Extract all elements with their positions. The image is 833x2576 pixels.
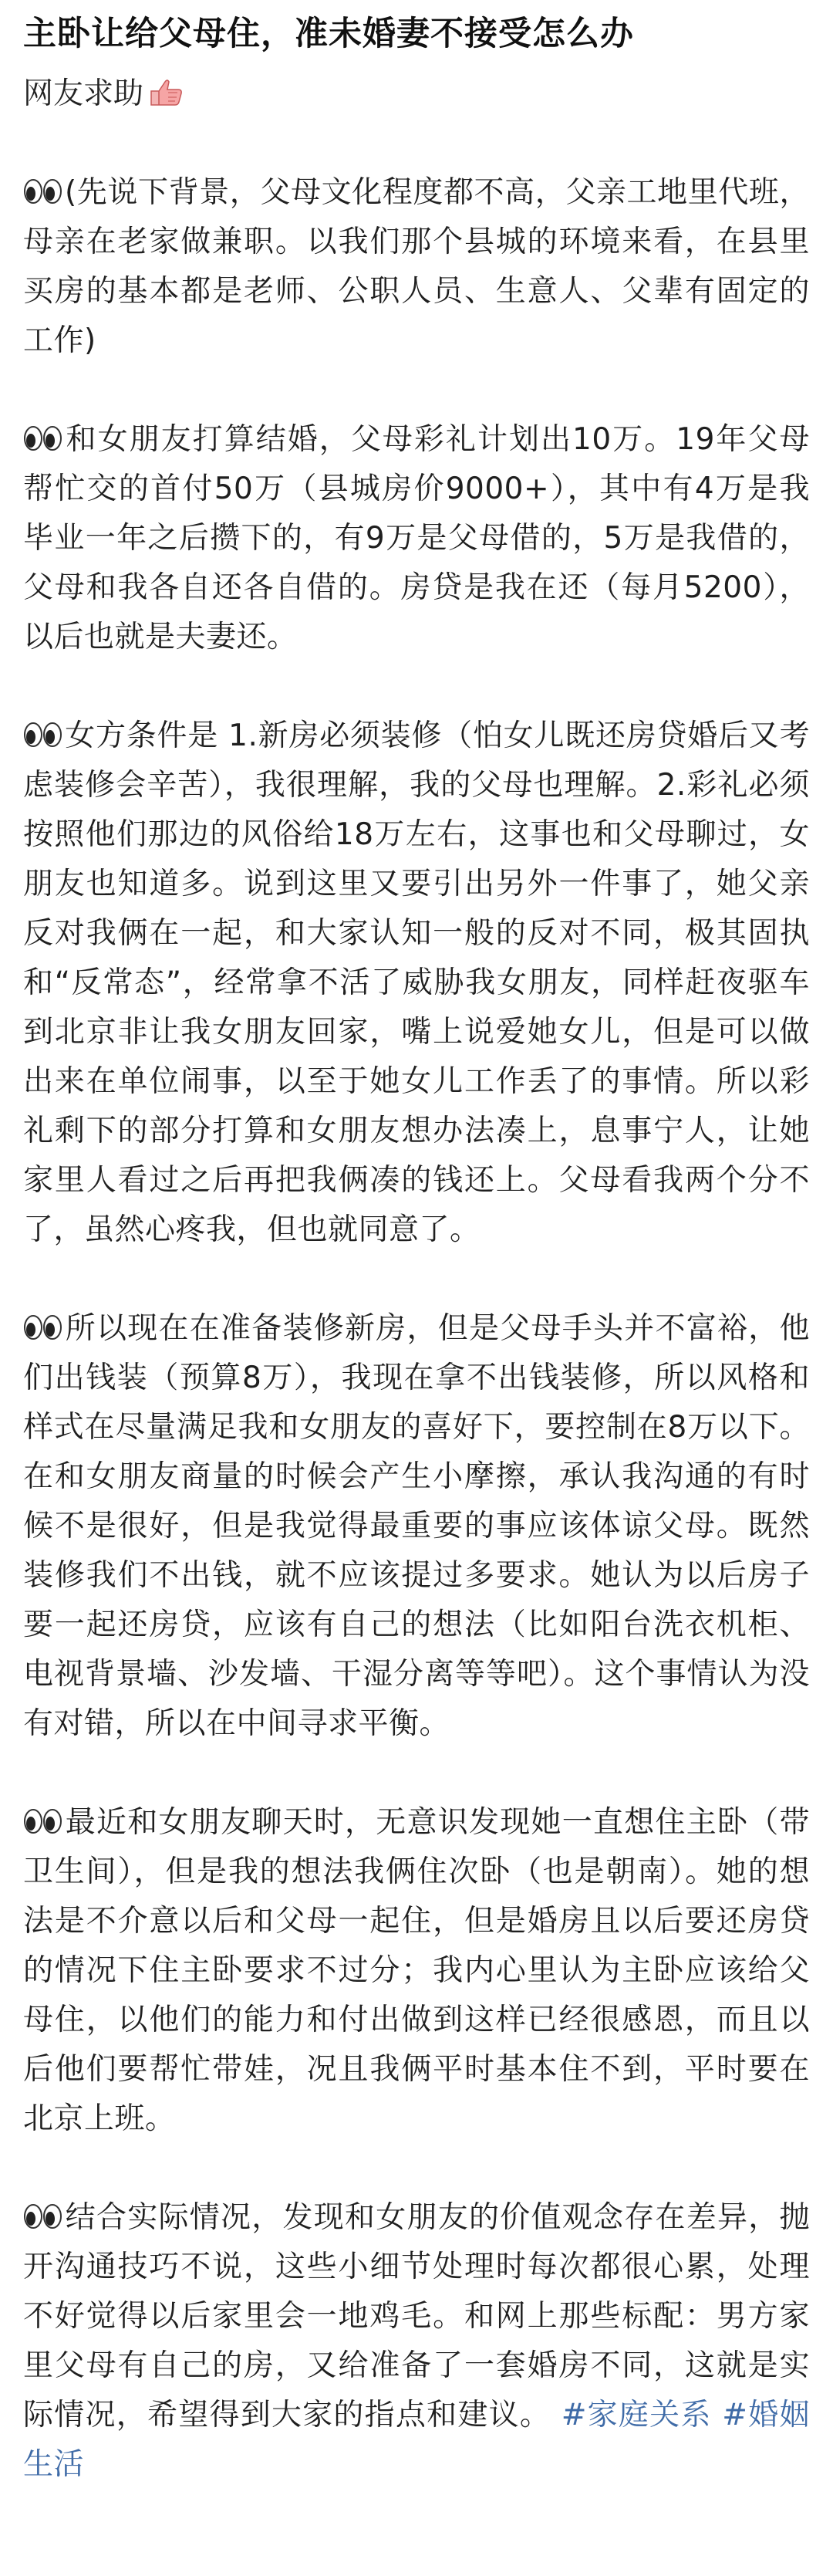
- paragraph-3: [23, 712, 810, 1255]
- eyes-icon: [23, 418, 63, 446]
- post-content: [23, 0, 810, 2490]
- eyes-icon: [23, 171, 63, 199]
- paragraph-4: [23, 1304, 810, 1749]
- eyes-icon: [23, 2196, 63, 2224]
- spacer: [23, 366, 810, 415]
- paragraph-5: [23, 1798, 810, 2144]
- paragraph-6: [23, 2193, 810, 2490]
- hashtag-family-relations[interactable]: #家庭关系: [561, 2398, 712, 2432]
- hashtag-marriage-life[interactable]: #婚姻生活: [23, 2398, 810, 2482]
- paragraph-2: [23, 415, 810, 662]
- thumbs-up-icon: [147, 74, 187, 105]
- paragraph-text: 女方条件是 1.新房必须装修（怕女儿既还房贷婚后又考虑装修会辛苦），我很理解，我的父母也理解。2.彩礼必须按照他们那边的风俗给18万左右，这事也和父母聊过，女朋友也知道多。说到这里又要引出另外一件事了，她父亲反对我俩在一起，和大家认知一般的反对不同，极其固执和“反常态”，经常拿不活了威胁我女朋友，同样赶夜驱车到北京非让我女朋友回家，嘴上说爱她女儿，但是可以做出来在单位闹事，以至于她女儿工作丢了的事情。所以彩礼剩下的部分打算和女朋友想办法凑上，息事宁人，让她家里人看过之后再把我俩凑的钱还上。父母看我两个分不了，虽然心疼我，但也就同意了。: [23, 718, 810, 1247]
- spacer: [23, 1749, 810, 1798]
- post-subtitle: [23, 69, 810, 119]
- spacer: [23, 1255, 810, 1304]
- post-title: 主卧让给父母住，准未婚妻不接受怎么办: [23, 15, 634, 53]
- paragraph-1: [23, 168, 810, 366]
- paragraph-text: 所以现在在准备装修新房，但是父母手头并不富裕，他们出钱装（预算8万），我现在拿不出钱装修，所以风格和样式在尽量满足我和女朋友的喜好下，要控制在8万以下。在和女朋友商量的时候会产生小摩擦，承认我沟通的有时候不是很好，但是我觉得最重要的事应该体谅父母。既然装修我们不出钱，就不应该提过多要求。她认为以后房子要一起还房贷，应该有自己的想法（比如阳台洗衣机柜、电视背景墙、沙发墙、干湿分离等等吧）。这个事情认为没有对错，所以在中间寻求平衡。: [23, 1311, 810, 1741]
- spacer: [23, 2144, 810, 2193]
- spacer: [23, 119, 810, 168]
- eyes-icon: [23, 1801, 63, 1829]
- eyes-icon: [23, 1307, 63, 1335]
- paragraph-text: 结合实际情况，发现和女朋友的价值观念存在差异，抛开沟通技巧不说，这些小细节处理时每次都很心累，处理不好觉得以后家里会一地鸡毛。和网上那些标配：男方家里父母有自己的房，又给准备了一套婚房不同，这就是实际情况，希望得到大家的指点和建议。: [23, 2200, 810, 2432]
- paragraph-text: 和女朋友打算结婚，父母彩礼计划出10万。19年父母帮忙交的首付50万（县城房价9000+），其中有4万是我毕业一年之后攒下的，有9万是父母借的，5万是我借的，父母和我各自还各自借的。房贷是我在还（每月5200），以后也就是夫妻还。: [23, 422, 810, 654]
- spacer: [23, 662, 810, 712]
- paragraph-text: 最近和女朋友聊天时，无意识发现她一直想住主卧（带卫生间），但是我的想法我俩住次卧（也是朝南）。她的想法是不介意以后和父母一起住，但是婚房且以后要还房贷的情况下住主卧要求不过分；我内心里认为主卧应该给父母住，以他们的能力和付出做到这样已经很感恩，而且以后他们要帮忙带娃，况且我俩平时基本住不到，平时要在北京上班。: [23, 1805, 810, 2136]
- paragraph-text: (先说下背景，父母文化程度都不高，父亲工地里代班，母亲在老家做兼职。以我们那个县城的环境来看，在县里买房的基本都是老师、公职人员、生意人、父辈有固定的工作): [23, 175, 810, 358]
- subtitle-text: 网友求助: [23, 76, 144, 111]
- eyes-icon: [23, 715, 63, 742]
